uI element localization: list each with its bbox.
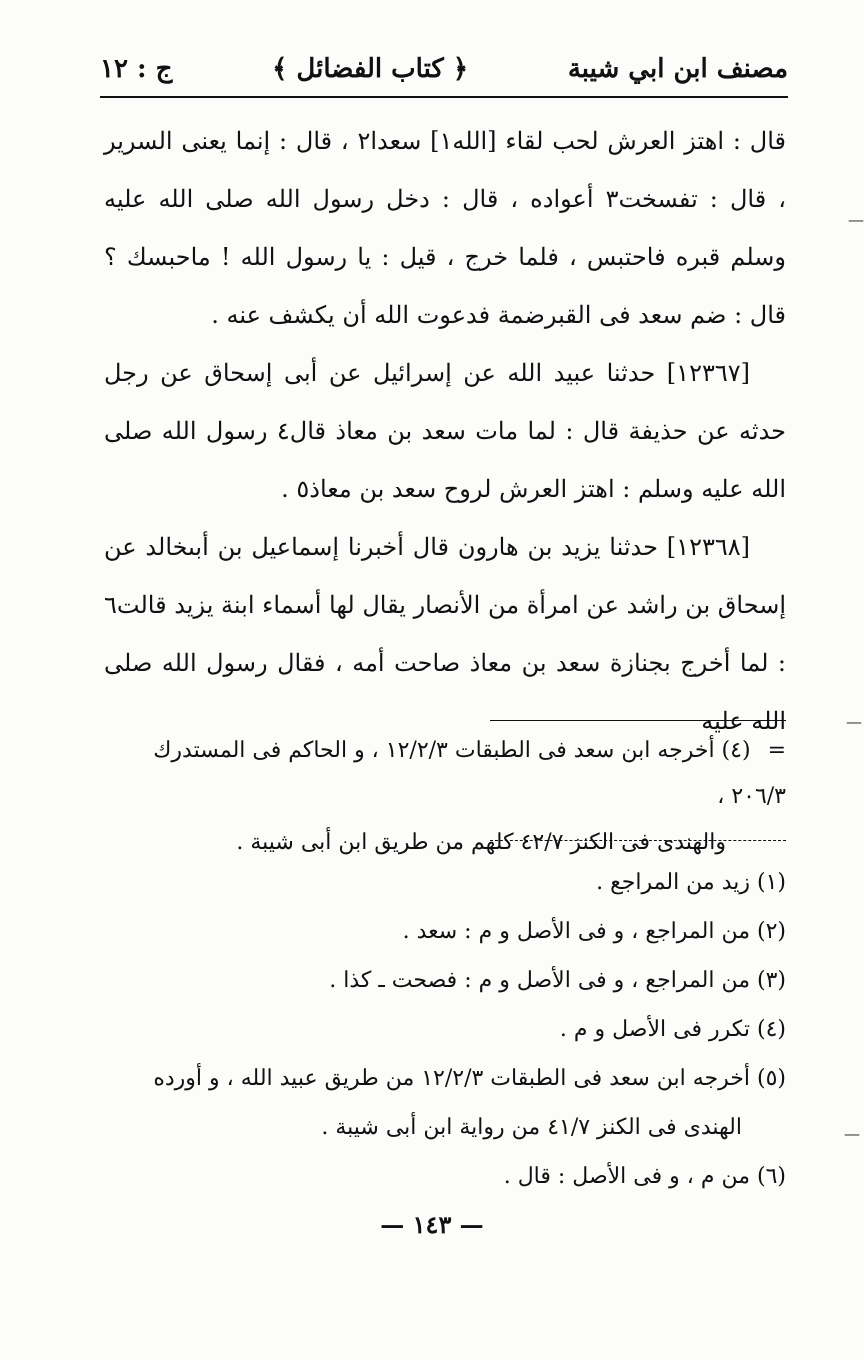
footnote-1: (١) زيد من المراجع . [596, 870, 786, 895]
section-title: ﴿ كتاب الفضائل ﴾ [272, 54, 469, 84]
footnote-6: (٦) من م ، و فى الأصل : قال . [503, 1164, 786, 1189]
footnote-4: (٤) تكرر فى الأصل و م . [559, 1017, 786, 1042]
footnote-2: (٢) من المراجع ، و فى الأصل و م : سعد . [402, 919, 786, 944]
continued-footnote [100, 728, 786, 866]
footnote-separator [490, 720, 786, 721]
main-text [104, 112, 786, 750]
page-number: — ١٤٣ — [380, 1210, 484, 1239]
margin-mark: — [844, 1124, 860, 1143]
volume-number: ج : ١٢ [100, 54, 173, 84]
footnote-separator-dashed [490, 840, 786, 841]
continuation-mark: = [767, 738, 786, 763]
continued-footnote-line-1: (٤) أخرجه ابن سعد فى الطبقات ١٢/٢/٣ ، و الحاكم فى المستدرك ٢٠٦/٣ ، [153, 738, 786, 809]
footnotes [100, 858, 786, 1201]
continued-footnote-line-2: والهندى فى الكنز ٤٢/٧ كلهم من طريق ابن أبى شيبة . [236, 830, 726, 855]
hadith-12367: [١٢٣٦٧] حدثنا عبيد الله عن إسرائيل عن أبى إسحاق عن رجل حدثه عن حذيفة قال : لما مات سعد بن معاذ قال٤ رسول الله صلى الله عليه وسلم : اهتز العرش لروح سعد بن معاذ٥ . [104, 359, 786, 503]
paragraph-1: قال : اهتز العرش لحب لقاء [الله١] سعدا٢ ، قال : إنما يعنى السرير ، قال : تفسخت٣ أعواده ، قال : دخل رسول الله صلى الله عليه وسلم قبره فاحتبس ، فلما خرج ، قيل : يا رسول الله ! ماحبسك ؟ قال : ضم سعد فى القبرضمة فدعوت الله أن يكشف عنه . [104, 127, 786, 329]
header-rule [100, 96, 788, 98]
margin-mark: — [848, 210, 864, 229]
hadith-12368: [١٢٣٦٨] حدثنا يزيد بن هارون قال أخبرنا إسماعيل بن أبىخالد عن إسحاق بن راشد عن امرأة من الأنصار يقال لها أسماء ابنة يزيد قالت٦ : لما أخرج بجنازة سعد بن معاذ صاحت أمه ، فقال رسول الله صلى الله عليه [104, 533, 786, 735]
page-header [100, 44, 788, 94]
footnote-3: (٣) من المراجع ، و فى الأصل و م : فصحت ـ كذا . [329, 968, 786, 993]
book-title: مصنف ابن ابي شيبة [567, 54, 788, 84]
margin-mark: — [846, 712, 862, 731]
footnote-5: (٥) أخرجه ابن سعد فى الطبقات ١٢/٢/٣ من طريق عبيد الله ، و أورده الهندى فى الكنز ٤١/٧ من رواية ابن أبى شيبة . [153, 1066, 786, 1140]
